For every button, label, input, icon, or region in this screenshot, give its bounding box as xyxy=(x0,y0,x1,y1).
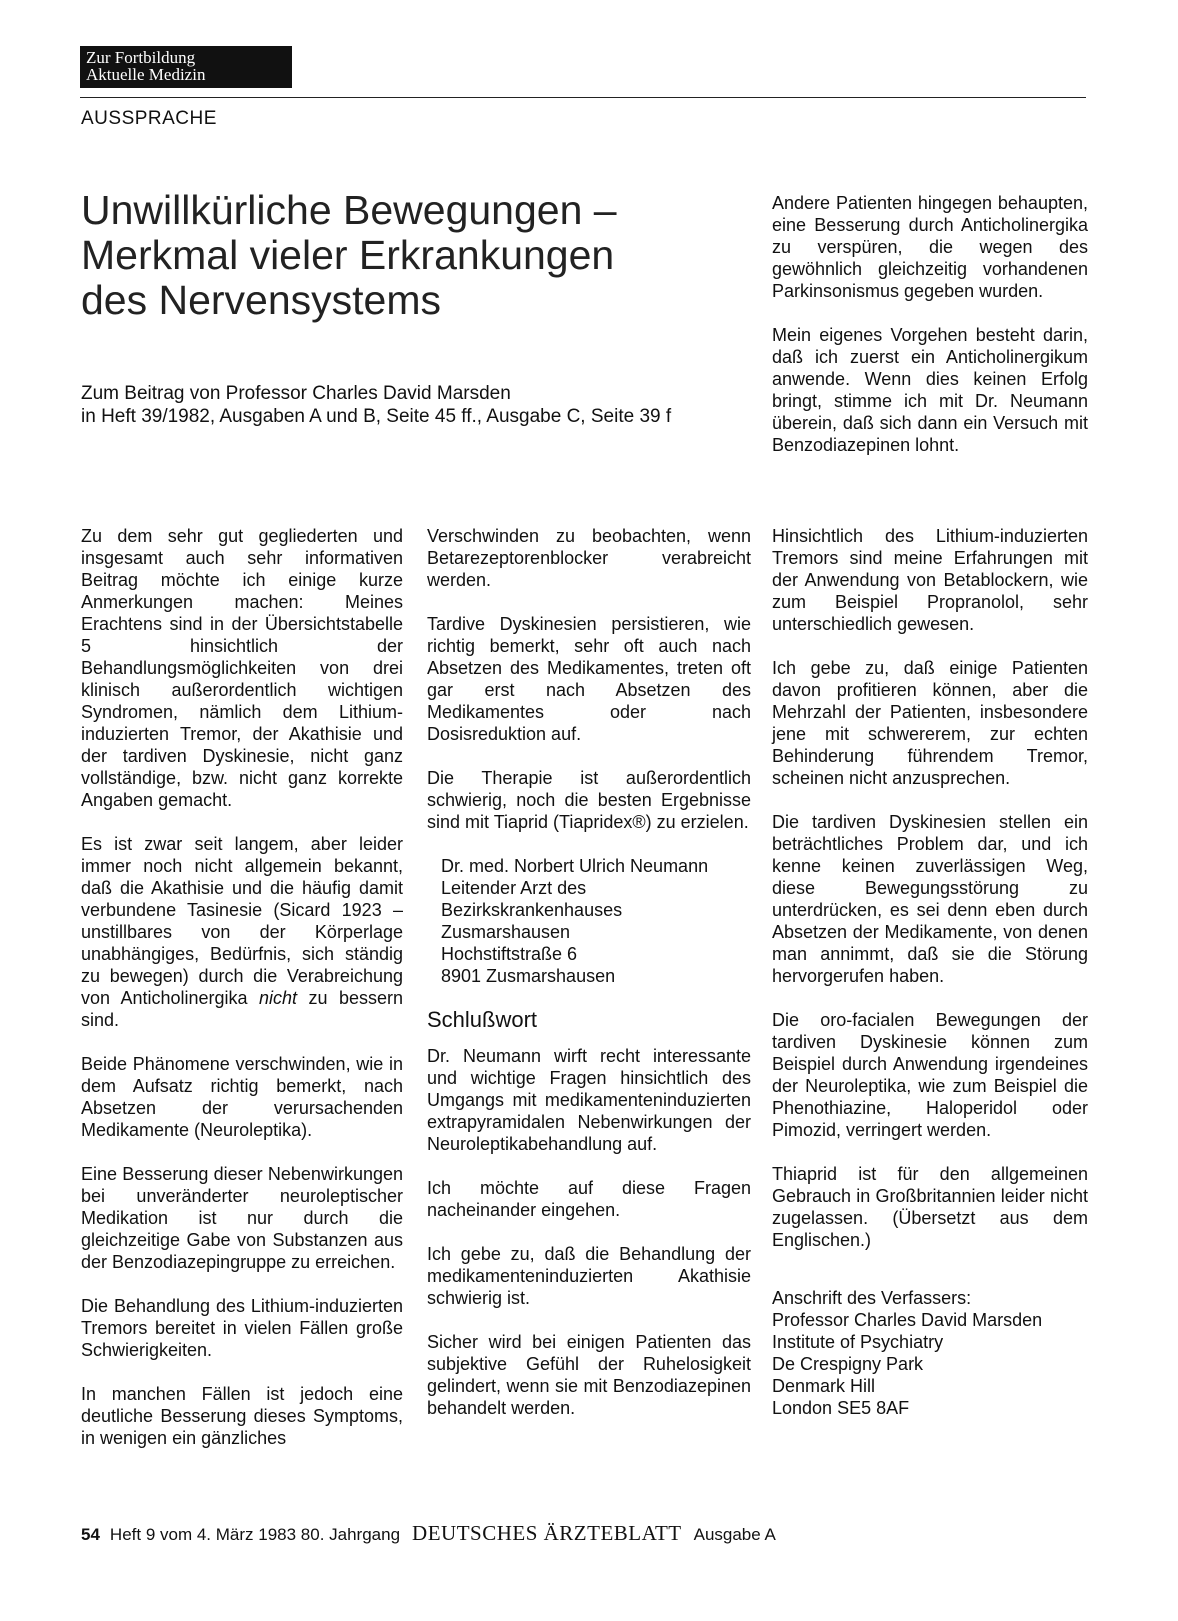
address-line: Hochstiftstraße 6 xyxy=(441,944,578,964)
section-label-line2: Aktuelle Medizin xyxy=(86,65,206,84)
column-3 xyxy=(772,525,1088,1419)
reference-line-2: in Heft 39/1982, Ausgaben A und B, Seite 45 ff., Ausgabe C, Seite 39 f xyxy=(81,406,672,427)
paragraph: Tardive Dyskinesien persistieren, wie richtig bemerkt, sehr oft auch nach Absetzen des Medikamentes, treten oft gar erst nach Absetzen des Medikamentes oder nach Dosisreduktion auf. xyxy=(427,614,751,744)
column-2 xyxy=(427,525,751,1441)
address-line: Dr. med. Norbert Ulrich Neumann xyxy=(441,856,709,876)
paragraph: Andere Patienten hingegen behaupten, eine Besserung durch Anticholinergika zu verspüren, die wegen des gewöhnlich gleichzeitig vorhandenen Parkinsonismus gegeben wurden. xyxy=(772,193,1088,301)
paragraph: Mein eigenes Vorgehen besteht darin, daß ich zuerst ein Anticholinergikum anwende. Wenn dies keinen Erfolg bringt, stimme ich mit Dr. Neumann überein, daß sich dann ein Versuch mit Benzodiazepinen lohnt. xyxy=(772,325,1088,455)
title-line-1: Unwillkürliche Bewegungen – xyxy=(81,187,617,233)
paragraph: Die oro-facialen Bewegungen der tardiven Dyskinesie können zum Beispiel durch Anwendung irgendeines der Neuroleptika, wie zum Beispiel die Phenothiazine, Haloperidol oder Pimozid, verringert werden. xyxy=(772,1010,1088,1140)
section-label-line1: Zur Fortbildung xyxy=(86,48,196,67)
paragraph: Eine Besserung dieser Nebenwirkungen bei unveränderter neuroleptischer Medikation ist nur durch die gleichzeitige Gabe von Substanzen aus der Benzodiazepingruppe zu erreichen. xyxy=(81,1164,403,1272)
emphasis: nicht xyxy=(259,988,298,1008)
address-line: London SE5 8AF xyxy=(772,1398,910,1418)
address-line: Institute of Psychiatry xyxy=(772,1332,944,1352)
section-label xyxy=(80,46,292,88)
title-line-3: des Nervensystems xyxy=(81,277,442,323)
header-rule xyxy=(80,97,1086,98)
paragraph: Thiaprid ist für den allgemeinen Gebrauch in Großbritannien leider nicht zugelassen. (Übersetzt aus dem Englischen.) xyxy=(772,1164,1088,1250)
paragraph-text: Es ist zwar seit langem, aber leider immer noch nicht allgemein bekannt, daß die Akathisie und die häufig damit verbundene Tasinesie (Sicard 1923 – unstillbares von der Körperlage unabhängiges, Bedürfnis, sich ständig zu bewegen) durch die Verabreichung von Anticholinergika xyxy=(81,834,403,1008)
paragraph: Ich gebe zu, daß die Behandlung der medikamenteninduzierten Akathisie schwierig ist. xyxy=(427,1244,751,1308)
address-line: Leitender Arzt des xyxy=(441,878,587,898)
paragraph: Die tardiven Dyskinesien stellen ein beträchtliches Problem dar, und ich kenne keinen zuverlässigen Weg, diese Bewegungsstörung zu unterdrücken, es sei denn eben durch Absetzen der Medikamente, von denen man annimmt, daß sie die Störung hervorgerufen haben. xyxy=(772,812,1088,986)
section-heading: Schlußwort xyxy=(427,1007,538,1032)
issue-info: Heft 9 vom 4. März 1983 80. Jahrgang xyxy=(109,1525,401,1544)
paragraph: Die Therapie ist außerordentlich schwierig, noch die besten Ergebnisse sind mit Tiaprid (Tiapridex®) zu erzielen. xyxy=(427,768,751,832)
paragraph xyxy=(81,833,403,1031)
paragraph: Dr. Neumann wirft recht interessante und wichtige Fragen hinsichtlich des Umgangs mit medikamenteninduzierten extrapyramidalen Nebenwirkungen der Neuroleptikabehandlung auf. xyxy=(427,1046,751,1154)
letter-author-address xyxy=(441,855,751,987)
reference-line-1: Zum Beitrag von Professor Charles David Marsden xyxy=(81,383,511,404)
paragraph: In manchen Fällen ist jedoch eine deutliche Besserung dieses Symptoms, in wenigen ein gänzliches xyxy=(81,1384,403,1448)
address-line: Professor Charles David Marsden xyxy=(772,1310,1043,1330)
paragraph-text: zu bessern sind. xyxy=(81,988,403,1030)
article-title xyxy=(81,188,681,323)
page-number: 54 xyxy=(81,1525,100,1544)
author-address xyxy=(772,1287,1088,1419)
article-reference xyxy=(81,382,761,428)
paragraph: Sicher wird bei einigen Patienten das subjektive Gefühl der Ruhelosigkeit gelindert, wenn sie mit Benzodiazepinen behandelt werden. xyxy=(427,1332,751,1418)
column-3-top xyxy=(772,192,1088,478)
paragraph: Hinsichtlich des Lithium-induzierten Tremors sind meine Erfahrungen mit der Anwendung von Betablockern, wie zum Beispiel Propranolol, sehr unterschiedlich gewesen. xyxy=(772,526,1088,634)
paragraph: Ich gebe zu, daß einige Patienten davon profitieren können, aber die Mehrzahl der Patienten, insbesondere jene mit schwererem, zur echten Behinderung führendem Tremor, scheinen nicht anzusprechen. xyxy=(772,658,1088,788)
address-line: Zusmarshausen xyxy=(441,922,571,942)
kicker: AUSSPRACHE xyxy=(81,108,217,129)
paragraph: Beide Phänomene verschwinden, wie in dem Aufsatz richtig bemerkt, nach Absetzen der verursachenden Medikamente (Neuroleptika). xyxy=(81,1054,403,1140)
column-1 xyxy=(81,525,403,1471)
address-line: 8901 Zusmarshausen xyxy=(441,966,616,986)
paragraph: Ich möchte auf diese Fragen nacheinander eingehen. xyxy=(427,1178,751,1220)
paragraph: Verschwinden zu beobachten, wenn Betarezeptorenblocker verabreicht werden. xyxy=(427,526,751,590)
paragraph: Zu dem sehr gut gegliederten und insgesamt auch sehr informativen Beitrag möchte ich einige kurze Anmerkungen machen: Meines Erachtens sind in der Übersichtstabelle 5 hinsichtlich der Behandlungsmöglichkeiten von drei klinisch außerordentlich wichtigen Syndromen, nämlich dem Lithium-induzierten Tremor, der Akathisie und der tardiven Dyskinesie, nicht ganz vollständige, bzw. nicht ganz korrekte Angaben gemacht. xyxy=(81,526,403,810)
address-line: Anschrift des Verfassers: xyxy=(772,1288,972,1308)
address-line: Bezirkskrankenhauses xyxy=(441,900,623,920)
page-footer xyxy=(81,1521,776,1546)
title-line-2: Merkmal vieler Erkrankungen xyxy=(81,232,615,278)
edition-label: Ausgabe A xyxy=(693,1525,776,1544)
address-line: Denmark Hill xyxy=(772,1376,876,1396)
journal-name: DEUTSCHES ÄRZTEBLATT xyxy=(412,1521,682,1545)
paragraph: Die Behandlung des Lithium-induzierten Tremors bereitet in vielen Fällen große Schwierigkeiten. xyxy=(81,1296,403,1360)
address-line: De Crespigny Park xyxy=(772,1354,924,1374)
